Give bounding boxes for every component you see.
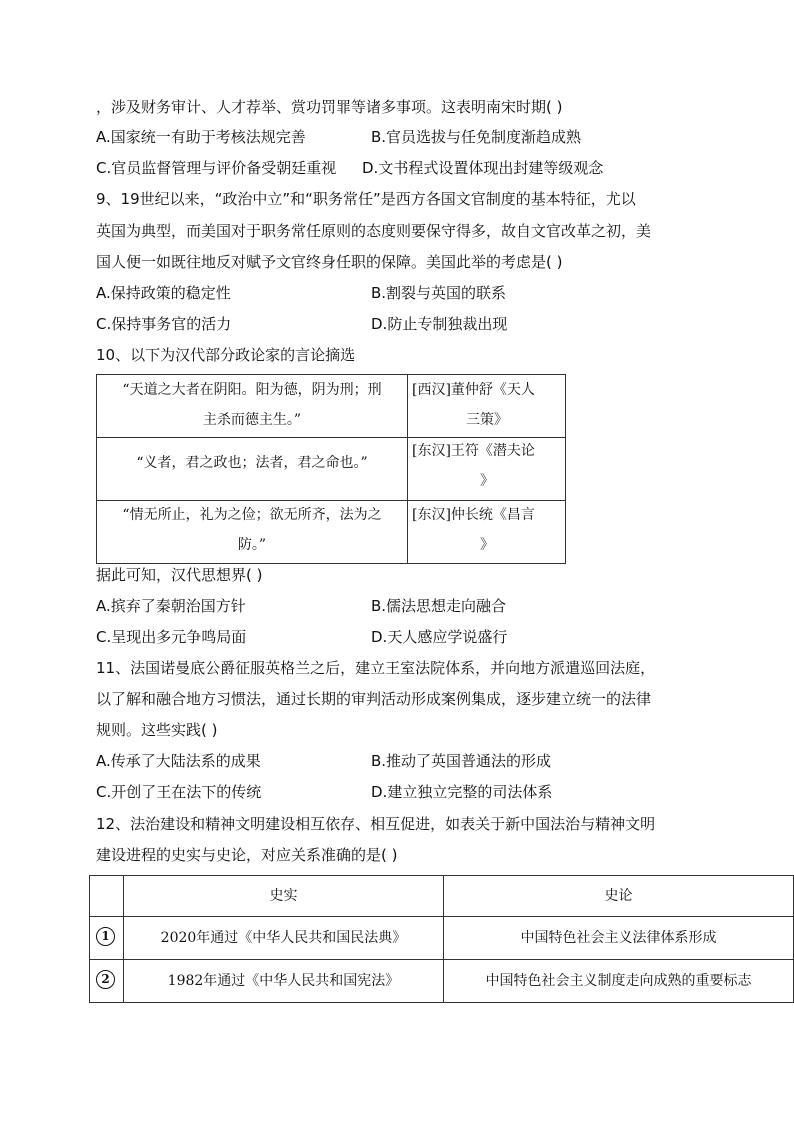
question-9-line-3: 国人便一如既往地反对赋予文官终身任职的保障。美国此举的考虑是( ) xyxy=(96,253,563,271)
q9-option-c[interactable]: C.保持事务官的活力 xyxy=(96,315,232,333)
history-table xyxy=(89,875,794,1003)
question-11-line-1: 11、法国诺曼底公爵征服英格兰之后，建立王室法院体系，并向地方派遣巡回法庭， xyxy=(96,659,656,677)
quotes-table xyxy=(96,374,566,564)
q10-option-b[interactable]: B.儒法思想走向融合 xyxy=(371,597,507,615)
q10-option-d[interactable]: D.天人感应学说盛行 xyxy=(371,628,508,646)
question-10-after: 据此可知，汉代思想界( ) xyxy=(96,566,263,584)
q11-option-a[interactable]: A.传承了大陆法系的成果 xyxy=(96,752,261,770)
quote-3-line-1: “情无所止，礼为之俭；欲无所齐，法为之 xyxy=(122,507,382,523)
q11-option-d[interactable]: D.建立独立完整的司法体系 xyxy=(371,783,553,801)
row-2-fact: 1982年通过《中华人民共和国宪法》 xyxy=(167,973,400,989)
quote-3-line-2: 防。” xyxy=(237,537,267,553)
question-9-line-1: 9、19世纪以来，“政治中立”和“职务常任”是西方各国文官制度的基本特征，尤以 xyxy=(96,190,636,208)
q8-option-c[interactable]: C.官员监督管理与评价备受朝廷重视 xyxy=(96,159,337,177)
quote-2: “义者，君之政也；法者，君之命也。” xyxy=(136,455,368,471)
source-1-line-1: [西汉]董仲舒《天人 xyxy=(412,382,535,398)
row-2-mark: 2 xyxy=(96,970,115,989)
question-12-line-1: 12、法治建设和精神文明建设相互依存、相互促进，如表关于新中国法治与精神文明 xyxy=(96,815,656,833)
source-2-line-2: 》 xyxy=(480,473,494,489)
row-1-comment: 中国特色社会主义法律体系形成 xyxy=(520,930,717,946)
q8-option-d[interactable]: D.文书程式设置体现出封建等级观念 xyxy=(362,159,604,177)
q11-option-b[interactable]: B.推动了英国普通法的形成 xyxy=(371,752,552,770)
q11-option-c[interactable]: C.开创了王在法下的传统 xyxy=(96,783,262,801)
question-11-line-2: 以了解和融合地方习惯法，通过长期的审判活动形成案例集成，逐步建立统一的法律 xyxy=(96,690,652,708)
header-fact: 史实 xyxy=(269,888,298,904)
q10-option-a[interactable]: A.摈弃了秦朝治国方针 xyxy=(96,597,246,615)
q8-option-a[interactable]: A.国家统一有助于考核法规完善 xyxy=(96,128,306,146)
row-2-comment: 中国特色社会主义制度走向成熟的重要标志 xyxy=(485,973,752,989)
quote-1-line-2: 主杀而德主生。” xyxy=(202,412,302,428)
question-11-line-3: 规则。这些实践( ) xyxy=(96,721,218,739)
question-9-line-2: 英国为典型，而美国对于职务常任原则的态度则要保守得多，故自文官改革之初，美 xyxy=(96,222,652,240)
source-1-line-2: 三策》 xyxy=(466,412,508,428)
row-1-fact: 2020年通过《中华人民共和国民法典》 xyxy=(160,930,407,946)
source-3-line-2: 》 xyxy=(480,537,494,553)
header-comment: 史论 xyxy=(604,888,633,904)
quote-1-line-1: “天道之大者在阴阳。阳为德，阴为刑；刑 xyxy=(122,382,382,398)
q9-option-b[interactable]: B.割裂与英国的联系 xyxy=(371,284,507,302)
q9-option-a[interactable]: A.保持政策的稳定性 xyxy=(96,284,231,302)
q9-option-d[interactable]: D.防止专制独裁出现 xyxy=(371,315,508,333)
q10-option-c[interactable]: C.呈现出多元争鸣局面 xyxy=(96,628,247,646)
source-2-line-1: [东汉]王符《潜夫论 xyxy=(412,443,535,459)
q8-option-b[interactable]: B.官员选拔与任免制度渐趋成熟 xyxy=(371,128,582,146)
source-3-line-1: [东汉]仲长统《昌言 xyxy=(412,507,535,523)
question-10-stem: 10、以下为汉代部分政论家的言论摘选 xyxy=(96,346,356,364)
question-12-line-2: 建设进程的史实与史论，对应关系准确的是( ) xyxy=(96,846,398,864)
question-8-tail: ，涉及财务审计、人才荐举、赏功罚罪等诸多事项。这表明南宋时期( ) xyxy=(96,98,563,116)
row-1-mark: 1 xyxy=(96,927,115,946)
